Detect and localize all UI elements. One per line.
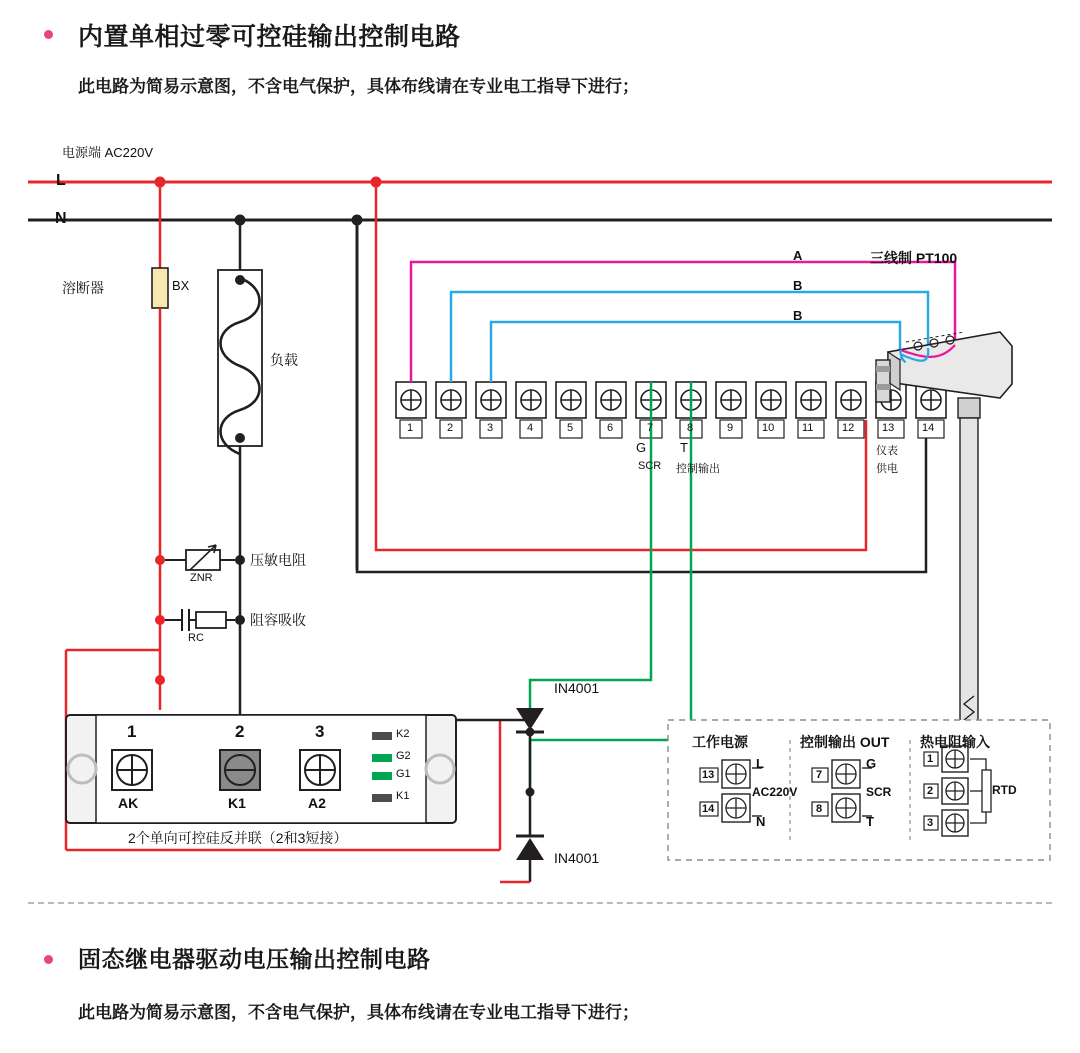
scr-pin-3: 3: [315, 722, 325, 741]
legend-power-num-13: 13: [702, 769, 715, 781]
terminal-mark-t-note: 控制输出: [676, 463, 720, 475]
section-subtitle-2: 此电路为简易示意图，不含电气保护，具体布线请在专业电工指导下进行；: [78, 1003, 639, 1022]
snubber-tag: RC: [188, 632, 204, 644]
sensor-wire-a-label: A: [793, 248, 803, 263]
line-n-label: N: [55, 210, 67, 227]
section-subtitle-1: 此电路为简易示意图，不含电气保护，具体布线请在专业电工指导下进行；: [78, 77, 639, 96]
varistor-label: 压敏电阻: [250, 552, 306, 568]
fuse-label: 溶断器: [62, 280, 104, 296]
scr-pin-label-ak: AK: [118, 795, 139, 811]
terminal-number: 4: [527, 422, 534, 434]
section-bullet-2: [44, 955, 53, 964]
terminal-number: 7: [647, 422, 654, 434]
terminal-number: 3: [487, 422, 494, 434]
legend-rtd-title: 热电阻输入: [920, 734, 990, 750]
terminal-mark-t: T: [680, 440, 688, 455]
terminal-number: 6: [607, 422, 614, 434]
legend-power-title: 工作电源: [692, 734, 748, 750]
scr-side-label-k2: K2: [396, 728, 410, 740]
legend-power-pin-l: L: [756, 756, 764, 771]
sensor-wire-b1-label: B: [793, 278, 803, 293]
terminal-number: 13: [882, 422, 895, 434]
legend-output-num-8: 8: [816, 803, 823, 815]
legend-power-pin-n: N: [756, 814, 766, 829]
terminal-number: 5: [567, 422, 574, 434]
supply-note-line1: 仪表: [876, 445, 898, 457]
scr-side-label-g1: G1: [396, 768, 411, 780]
legend-output-title: 控制输出 OUT: [800, 734, 890, 750]
wiring-diagram-svg: [0, 120, 1080, 890]
supply-note-line2: 供电: [876, 463, 898, 475]
legend-rtd-value: RTD: [992, 783, 1017, 797]
section-title-1: 内置单相过零可控硅输出控制电路: [78, 23, 461, 51]
terminal-number: 9: [727, 422, 734, 434]
scr-pin-label-k1: K1: [228, 795, 246, 811]
fuse-tag: BX: [172, 278, 190, 293]
section-divider: [28, 902, 1052, 904]
diode-bottom-label: IN4001: [554, 850, 600, 866]
power-source-label: 电源端 AC220V: [62, 145, 154, 160]
legend-output-num-7: 7: [816, 769, 823, 781]
terminal-number: 10: [762, 422, 775, 434]
scr-pin-2: 2: [235, 722, 245, 741]
diode-top-label: IN4001: [554, 680, 600, 696]
legend-output-value: SCR: [866, 785, 892, 799]
terminal-strip: [396, 382, 946, 438]
terminal-number: 14: [922, 422, 935, 434]
scr-caption: 2个单向可控硅反并联（2和3短接）: [128, 830, 348, 846]
scr-side-label-g2: G2: [396, 750, 411, 762]
terminal-number: 12: [842, 422, 855, 434]
legend-rtd-num-1: 1: [927, 753, 934, 765]
terminal-mark-g: G: [636, 440, 647, 455]
terminal-mark-g-note: SCR: [638, 460, 662, 472]
varistor-tag: ZNR: [190, 572, 213, 584]
load-label: 负载: [270, 352, 298, 368]
wiring-diagram: [0, 120, 1080, 890]
line-l-label: L: [56, 172, 66, 189]
scr-pin-label-a2: A2: [308, 795, 326, 811]
terminal-number: 11: [802, 422, 814, 434]
legend-rtd-num-3: 3: [927, 817, 934, 829]
pt100-title: 三线制 PT100: [870, 250, 958, 266]
snubber-label: 阻容吸收: [250, 612, 306, 628]
terminal-number: 2: [447, 422, 454, 434]
scr-pin-1: 1: [127, 722, 137, 741]
terminal-number: 1: [407, 422, 414, 434]
legend-output-pin-g: G: [866, 756, 877, 771]
section-title-2: 固态继电器驱动电压输出控制电路: [78, 946, 431, 972]
legend-power-value: AC220V: [752, 785, 798, 799]
legend-rtd-num-2: 2: [927, 785, 934, 797]
terminal-number: 8: [687, 422, 694, 434]
legend-power-num-14: 14: [702, 803, 715, 815]
section-bullet-1: [44, 30, 53, 39]
scr-side-label-k1: K1: [396, 790, 410, 802]
sensor-wire-b2-label: B: [793, 308, 803, 323]
legend-output-pin-t: T: [866, 814, 874, 829]
